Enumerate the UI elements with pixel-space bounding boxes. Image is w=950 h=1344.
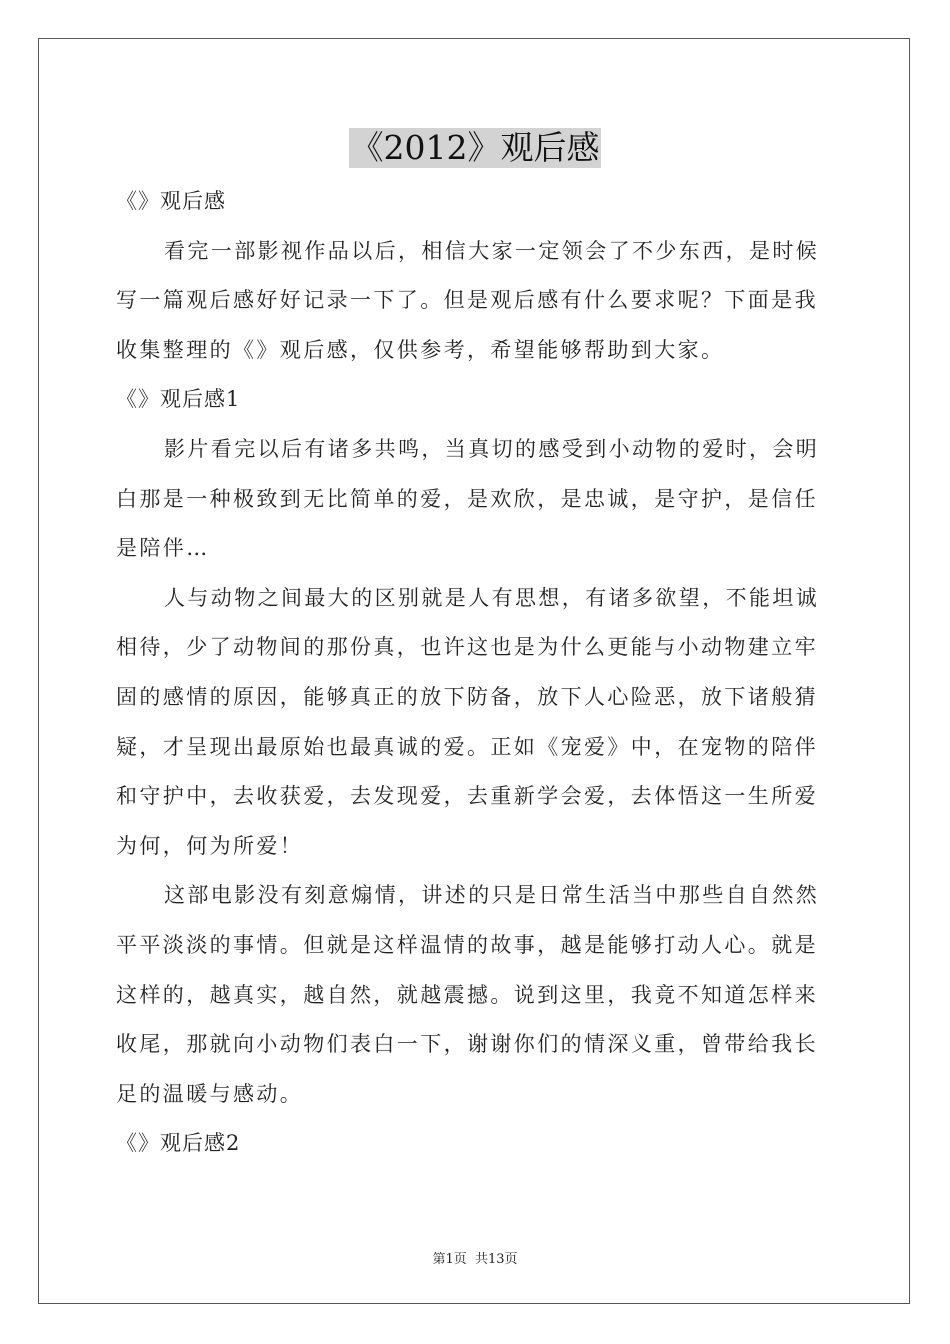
heading-text: 《》观后感 bbox=[116, 189, 226, 213]
text-line: 平平淡淡的事情。但就是这样温情的故事，越是能够打动人心。就是 bbox=[116, 932, 818, 957]
text-line: 这样的，越真实，越自然，就越震撼。说到这里，我竟不知道怎样来 bbox=[116, 982, 818, 1007]
paragraph bbox=[116, 227, 834, 376]
text-line: 是陪伴… bbox=[116, 536, 210, 561]
text-line: 固的感情的原因，能够真正的放下防备，放下人心险恶，放下诸般猜 bbox=[116, 684, 818, 709]
page-number: 第1页 bbox=[432, 1252, 467, 1267]
text-line: 看完一部影视作品以后，相信大家一定领会了不少东西，是时候 bbox=[164, 238, 820, 263]
text-line: 足的温暖与感动。 bbox=[116, 1081, 304, 1106]
document-body bbox=[116, 177, 834, 1169]
heading-text: 《》观后感2 bbox=[116, 1131, 241, 1156]
heading-text: 《》观后感1 bbox=[116, 387, 241, 412]
text-line: 这部电影没有刻意煽情，讲述的只是日常生活当中那些自自然然 bbox=[164, 883, 820, 908]
text-line: 白那是一种极致到无比简单的爱，是欢欣，是忠诚，是守护，是信任 bbox=[116, 486, 818, 511]
text-line: 收尾，那就向小动物们表白一下，谢谢你们的情深义重，曾带给我长 bbox=[116, 1032, 818, 1057]
text-line: 相待，少了动物间的那份真，也许这也是为什么更能与小动物建立牢 bbox=[116, 635, 818, 660]
text-line: 收集整理的《》观后感，仅供参考，希望能够帮助到大家。 bbox=[116, 337, 725, 362]
text-line: 写一篇观后感好好记录一下了。但是观后感有什么要求呢？下面是我 bbox=[116, 288, 818, 313]
text-line: 影片看完以后有诸多共鸣，当真切的感受到小动物的爱时，会明 bbox=[164, 436, 820, 461]
paragraph bbox=[116, 871, 834, 1119]
section-heading bbox=[116, 1119, 834, 1169]
section-heading bbox=[116, 375, 834, 425]
paragraph bbox=[116, 425, 834, 574]
page-footer bbox=[0, 1248, 950, 1267]
text-line: 和守护中，去收获爱，去发现爱，去重新学会爱，去体悟这一生所爱 bbox=[116, 784, 818, 809]
text-line: 为何，何为所爱！ bbox=[116, 833, 304, 858]
document-title-wrap bbox=[0, 128, 950, 168]
section-heading bbox=[116, 177, 834, 227]
text-line: 疑，才呈现出最原始也最真诚的爱。正如《宠爱》中，在宠物的陪伴 bbox=[116, 734, 818, 759]
text-line: 人与动物之间最大的区别就是人有思想，有诸多欲望，不能坦诚 bbox=[164, 585, 820, 610]
page-total: 共13页 bbox=[474, 1252, 518, 1267]
paragraph bbox=[116, 574, 834, 872]
document-title: 《2012》观后感 bbox=[350, 128, 600, 167]
